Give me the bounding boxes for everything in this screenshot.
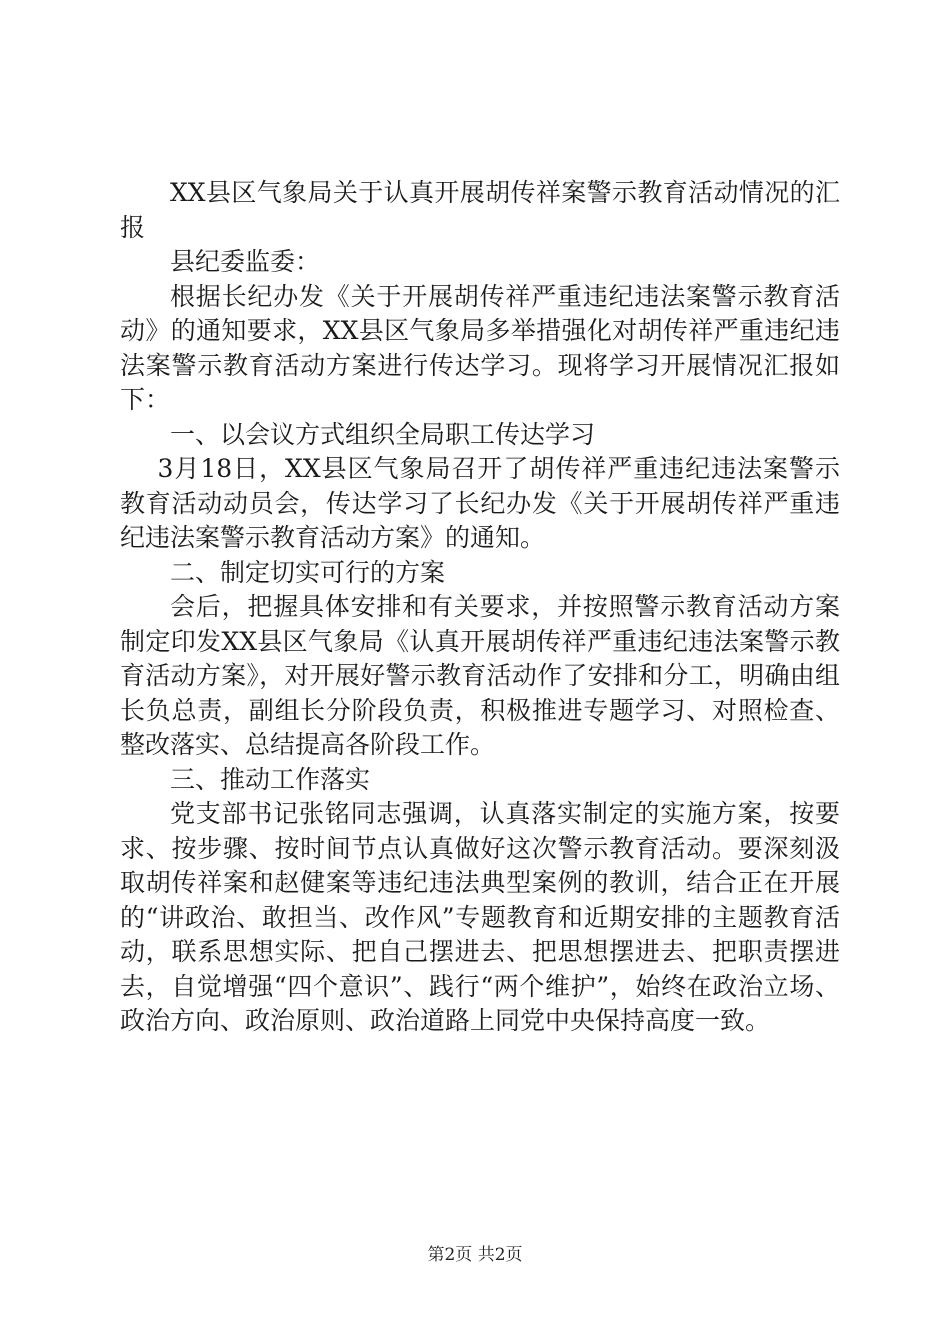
document-title: XX县区气象局关于认真开展胡传祥案警示教育活动情况的汇报 [120,178,840,242]
addressee: 县纪委监委： [170,247,321,276]
intro-paragraph: 根据长纪办发《关于开展胡传祥严重违纪违法案警示教育活动》的通知要求，XX县区气象局多举措强化对胡传祥严重违纪违法案警示教育活动方案进行传达学习。现将学习开展情况汇报如下： [120,281,840,414]
page-footer [0,1244,950,1266]
section-body-2: 会后，把握具体安排和有关要求，并按照警示教育活动方案制定印发XX县区气象局《认真开展胡传祥严重违纪违法案警示教育活动方案》，对开展好警示教育活动作了安排和分工，明确由组长负总责，副组长分阶段负责，积极推进专题学习、对照检查、整改落实、总结提高各阶段工作。 [120,592,840,759]
section-heading-2: 二、制定切实可行的方案 [170,557,446,587]
section-body-1: 3月18日，XX县区气象局召开了胡传祥严重违纪违法案警示教育活动动员会，传达学习了长纪办发《关于开展胡传祥严重违纪违法案警示教育活动方案》的通知。 [120,454,840,552]
document-body [120,176,840,1039]
section-heading-3: 三、推动工作落实 [170,764,371,794]
section-heading-1: 一、以会议方式组织全局职工传达学习 [170,419,596,449]
page-number-label: 第2页 共2页 [427,1245,523,1265]
section-body-3: 党支部书记张铭同志强调，认真落实制定的实施方案，按要求、按步骤、按时间节点认真做好这次警示教育活动。要深刻汲取胡传祥案和赵健案等违纪违法典型案例的教训，结合正在开展的“讲政治、敢担当、改作风”专题教育和近期安排的主题教育活动，联系思想实际、把自己摆进去、把思想摆进去、把职责摆进去，自觉增强“四个意识”、践行“两个维护”，始终在政治立场、政治方向、政治原则、政治道路上同党中央保持高度一致。 [120,799,840,1035]
